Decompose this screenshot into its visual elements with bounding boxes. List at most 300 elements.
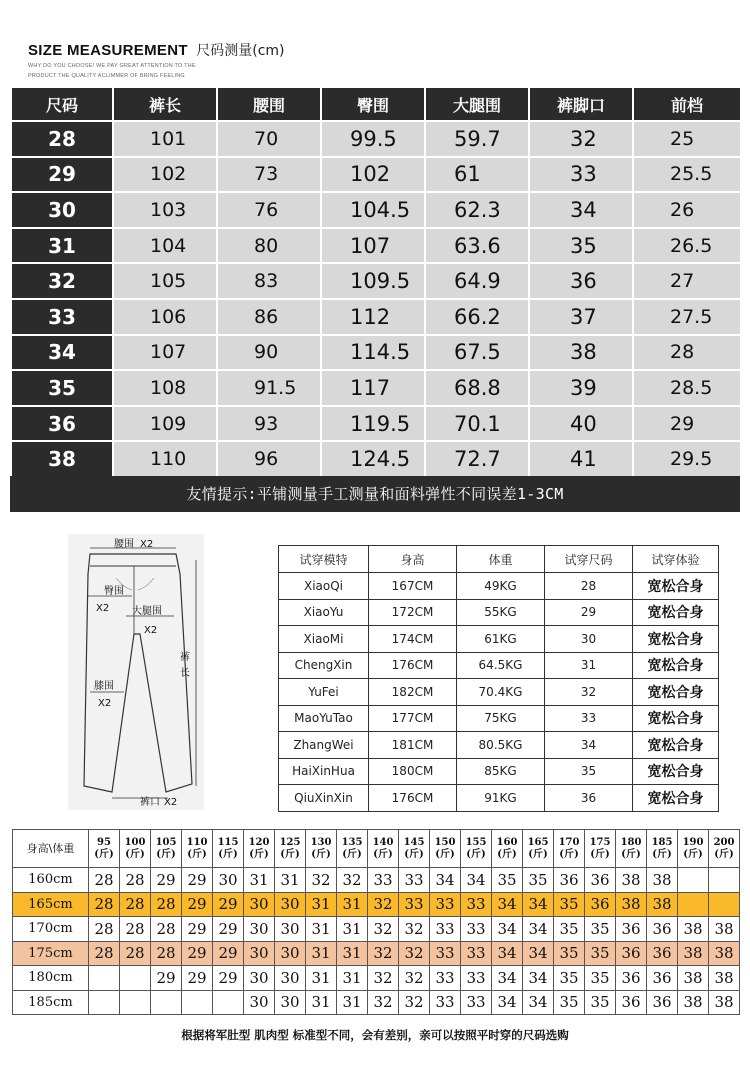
recommended-size: 30 (244, 941, 275, 966)
size-value: 108 (113, 370, 217, 406)
recommended-size: 35 (523, 868, 554, 893)
size-col-header: 前档 (633, 87, 741, 121)
size-value: 28.5 (633, 370, 741, 406)
size-value: 117 (321, 370, 425, 406)
size-value: 40 (529, 406, 633, 442)
model-cell: YuFei (279, 679, 369, 706)
recommended-size: 32 (399, 990, 430, 1015)
recommended-size: 28 (120, 917, 151, 942)
recommended-size: 33 (430, 966, 461, 991)
weight-header (492, 830, 523, 868)
weight-unit: (斤) (342, 848, 362, 860)
weight-value: 145 (403, 836, 425, 848)
weight-value: 130 (310, 836, 332, 848)
height-label: 160cm (13, 868, 89, 893)
recommended-size: 33 (430, 990, 461, 1015)
size-row (11, 406, 741, 442)
recommended-size: 38 (616, 892, 647, 917)
recommended-size: 30 (244, 990, 275, 1015)
recommended-size: 29 (213, 966, 244, 991)
size-value: 109.5 (321, 263, 425, 299)
weight-value: 110 (186, 836, 208, 848)
model-cell: 85KG (457, 758, 545, 785)
recommended-size: 32 (337, 868, 368, 893)
model-cell: 33 (545, 705, 633, 732)
size-value: 99.5 (321, 121, 425, 157)
recommended-size: 29 (182, 917, 213, 942)
size-value: 25 (633, 121, 741, 157)
hw-corner-label: 身高\体重 (13, 830, 89, 868)
size-col-header: 腰围 (217, 87, 321, 121)
model-cell: 176CM (369, 652, 457, 679)
measurement-tip: 友情提示:平铺测量手工测量和面料弹性不同误差1-3CM (10, 476, 740, 512)
model-cell: 172CM (369, 599, 457, 626)
size-row (11, 370, 741, 406)
weight-header (523, 830, 554, 868)
recommended-size: 31 (337, 941, 368, 966)
weight-header (709, 830, 740, 868)
size-value: 104 (113, 228, 217, 264)
model-cell: HaiXinHua (279, 758, 369, 785)
weight-header (244, 830, 275, 868)
size-value: 83 (217, 263, 321, 299)
weight-value: 120 (248, 836, 270, 848)
size-row (11, 299, 741, 335)
model-cell: MaoYuTao (279, 705, 369, 732)
model-cell: 177CM (369, 705, 457, 732)
recommended-size: 32 (368, 990, 399, 1015)
recommended-size: 35 (554, 941, 585, 966)
recommended-size: 28 (120, 868, 151, 893)
recommended-size: 30 (275, 941, 306, 966)
weight-unit: (斤) (652, 848, 672, 860)
recommended-size: 29 (182, 966, 213, 991)
recommended-size: 38 (647, 892, 678, 917)
model-col-header: 试穿尺码 (545, 546, 633, 573)
size-value: 29 (633, 406, 741, 442)
weight-unit: (斤) (590, 848, 610, 860)
recommended-size: 35 (554, 892, 585, 917)
recommended-size (213, 990, 244, 1015)
recommended-size: 36 (554, 868, 585, 893)
size-value: 86 (217, 299, 321, 335)
recommended-size: 38 (678, 990, 709, 1015)
recommended-size: 31 (337, 990, 368, 1015)
model-cell: ChengXin (279, 652, 369, 679)
size-col-header: 臀围 (321, 87, 425, 121)
recommended-size: 30 (275, 990, 306, 1015)
model-cell: 宽松合身 (633, 652, 719, 679)
height-label: 185cm (13, 990, 89, 1015)
size-value: 67.5 (425, 335, 529, 371)
model-cell: 宽松合身 (633, 599, 719, 626)
size-value: 27 (633, 263, 741, 299)
weight-value: 200 (713, 836, 735, 848)
size-value: 63.6 (425, 228, 529, 264)
label-length-1: 裤 (180, 652, 190, 663)
recommended-size: 36 (616, 941, 647, 966)
size-value: 29.5 (633, 441, 741, 477)
size-row (11, 441, 741, 477)
size-value: 76 (217, 192, 321, 228)
model-col-header: 体重 (457, 546, 545, 573)
recommended-size: 33 (368, 868, 399, 893)
weight-header (554, 830, 585, 868)
model-cell: 宽松合身 (633, 573, 719, 600)
weight-value: 185 (651, 836, 673, 848)
size-row (11, 157, 741, 193)
size-col-header: 尺码 (11, 87, 113, 121)
size-value: 61 (425, 157, 529, 193)
recommended-size (89, 990, 120, 1015)
model-row (279, 732, 719, 759)
weight-value: 190 (682, 836, 704, 848)
recommended-size (120, 966, 151, 991)
model-cell: 55KG (457, 599, 545, 626)
size-value: 102 (321, 157, 425, 193)
recommended-size: 32 (368, 917, 399, 942)
recommended-size: 38 (647, 868, 678, 893)
recommended-size: 35 (585, 966, 616, 991)
size-label: 36 (11, 406, 113, 442)
size-value: 35 (529, 228, 633, 264)
recommended-size: 36 (647, 917, 678, 942)
recommended-size (678, 868, 709, 893)
recommended-size (678, 892, 709, 917)
model-cell: 宽松合身 (633, 732, 719, 759)
label-hem: 裤口 (140, 797, 160, 808)
model-cell: 182CM (369, 679, 457, 706)
recommended-size: 29 (151, 966, 182, 991)
recommended-size: 31 (337, 917, 368, 942)
size-value: 105 (113, 263, 217, 299)
size-label: 31 (11, 228, 113, 264)
weight-header (89, 830, 120, 868)
model-cell: 61KG (457, 626, 545, 653)
recommended-size: 29 (151, 868, 182, 893)
model-cell: 30 (545, 626, 633, 653)
model-cell: 28 (545, 573, 633, 600)
recommended-size: 34 (523, 892, 554, 917)
recommended-size: 28 (89, 892, 120, 917)
subtitle-line-2: PRODUCT THE QUALITY ACLIMMER OF BRING FEELING (28, 73, 185, 79)
recommended-size: 30 (213, 868, 244, 893)
model-col-header: 试穿体验 (633, 546, 719, 573)
recommended-size: 30 (244, 966, 275, 991)
hw-row (13, 990, 740, 1015)
height-label: 175cm (13, 941, 89, 966)
weight-header (461, 830, 492, 868)
label-waist-x2: X2 (140, 539, 154, 550)
footer-note: 根据将军肚型 肌肉型 标准型不同，会有差别，亲可以按照平时穿的尺码选购 (181, 1028, 569, 1042)
recommended-size: 33 (430, 941, 461, 966)
weight-header (182, 830, 213, 868)
recommended-size: 38 (678, 941, 709, 966)
model-cell: 180CM (369, 758, 457, 785)
model-row (279, 599, 719, 626)
weight-unit: (斤) (94, 848, 114, 860)
size-value: 80 (217, 228, 321, 264)
size-value: 119.5 (321, 406, 425, 442)
weight-unit: (斤) (714, 848, 734, 860)
recommended-size: 31 (275, 868, 306, 893)
recommended-size: 34 (430, 868, 461, 893)
recommended-size: 32 (368, 892, 399, 917)
recommended-size: 34 (461, 868, 492, 893)
size-value: 73 (217, 157, 321, 193)
weight-value: 105 (155, 836, 177, 848)
subtitle-line-1: WHY DO YOU CHOOSE! WE PAY GREAT ATTENTION TO THE (28, 63, 196, 69)
size-value: 66.2 (425, 299, 529, 335)
height-label: 165cm (13, 892, 89, 917)
weight-header (368, 830, 399, 868)
size-label: 29 (11, 157, 113, 193)
size-label: 38 (11, 441, 113, 477)
size-measurement-table (10, 86, 742, 478)
recommended-size: 32 (368, 941, 399, 966)
recommended-size: 29 (213, 892, 244, 917)
recommended-size: 28 (151, 941, 182, 966)
recommended-size (89, 966, 120, 991)
recommended-size: 30 (244, 917, 275, 942)
height-label: 170cm (13, 917, 89, 942)
size-value: 70.1 (425, 406, 529, 442)
weight-unit: (斤) (156, 848, 176, 860)
model-cell: 181CM (369, 732, 457, 759)
weight-value: 155 (465, 836, 487, 848)
size-value: 72.7 (425, 441, 529, 477)
recommended-size: 38 (616, 868, 647, 893)
header (28, 40, 728, 79)
size-row (11, 121, 741, 157)
size-col-header: 大腿围 (425, 87, 529, 121)
recommended-size: 29 (182, 941, 213, 966)
size-row (11, 335, 741, 371)
recommended-size: 33 (461, 941, 492, 966)
model-cell: 宽松合身 (633, 785, 719, 812)
size-value: 91.5 (217, 370, 321, 406)
recommended-size (151, 990, 182, 1015)
size-value: 124.5 (321, 441, 425, 477)
weight-unit: (斤) (559, 848, 579, 860)
recommended-size: 36 (616, 917, 647, 942)
recommended-size: 34 (492, 917, 523, 942)
model-cell: 宽松合身 (633, 679, 719, 706)
model-cell: 176CM (369, 785, 457, 812)
recommended-size: 33 (461, 966, 492, 991)
recommended-size: 30 (244, 892, 275, 917)
model-cell: 34 (545, 732, 633, 759)
size-value: 39 (529, 370, 633, 406)
model-row (279, 573, 719, 600)
size-value: 41 (529, 441, 633, 477)
size-value: 93 (217, 406, 321, 442)
model-cell: 75KG (457, 705, 545, 732)
weight-unit: (斤) (683, 848, 703, 860)
model-table-header (279, 546, 719, 573)
size-value: 27.5 (633, 299, 741, 335)
weight-unit: (斤) (435, 848, 455, 860)
recommended-size: 38 (678, 966, 709, 991)
hw-table-header (13, 830, 740, 868)
recommended-size: 29 (213, 917, 244, 942)
title-cn: 尺码测量(cm) (196, 43, 285, 59)
model-cell: 36 (545, 785, 633, 812)
recommended-size: 36 (647, 941, 678, 966)
page-title (28, 40, 728, 60)
recommended-size: 38 (678, 917, 709, 942)
size-row (11, 263, 741, 299)
recommended-size: 32 (399, 917, 430, 942)
label-hip-x2: X2 (96, 603, 110, 614)
recommended-size: 34 (523, 990, 554, 1015)
size-row (11, 192, 741, 228)
weight-unit: (斤) (280, 848, 300, 860)
model-cell: 70.4KG (457, 679, 545, 706)
size-value: 107 (321, 228, 425, 264)
weight-unit: (斤) (187, 848, 207, 860)
model-row (279, 758, 719, 785)
model-cell: XiaoMi (279, 626, 369, 653)
recommended-size: 31 (337, 966, 368, 991)
recommended-size: 38 (709, 941, 740, 966)
recommended-size: 33 (461, 990, 492, 1015)
model-cell: 174CM (369, 626, 457, 653)
recommended-size: 35 (554, 966, 585, 991)
model-cell: 31 (545, 652, 633, 679)
recommended-size: 35 (585, 990, 616, 1015)
model-cell: XiaoYu (279, 599, 369, 626)
label-hem-x2: X2 (164, 797, 178, 808)
weight-unit: (斤) (404, 848, 424, 860)
weight-header (213, 830, 244, 868)
weight-unit: (斤) (125, 848, 145, 860)
recommended-size: 36 (647, 990, 678, 1015)
recommended-size: 28 (89, 941, 120, 966)
size-value: 114.5 (321, 335, 425, 371)
size-value: 32 (529, 121, 633, 157)
recommended-size: 28 (151, 892, 182, 917)
recommended-size: 34 (523, 966, 554, 991)
weight-value: 135 (341, 836, 363, 848)
title-en: SIZE MEASUREMENT (28, 42, 188, 59)
model-cell: 49KG (457, 573, 545, 600)
model-row (279, 626, 719, 653)
weight-header (120, 830, 151, 868)
size-value: 96 (217, 441, 321, 477)
size-value: 110 (113, 441, 217, 477)
weight-unit: (斤) (311, 848, 331, 860)
recommended-size: 30 (275, 966, 306, 991)
recommended-size: 35 (585, 917, 616, 942)
weight-value: 180 (620, 836, 642, 848)
hw-row (13, 892, 740, 917)
recommended-size: 28 (89, 868, 120, 893)
weight-unit: (斤) (497, 848, 517, 860)
recommended-size: 38 (709, 990, 740, 1015)
model-cell: 35 (545, 758, 633, 785)
size-label: 32 (11, 263, 113, 299)
recommended-size: 34 (492, 990, 523, 1015)
recommended-size (709, 892, 740, 917)
model-cell: 64.5KG (457, 652, 545, 679)
recommended-size: 36 (647, 966, 678, 991)
label-knee-x2: X2 (98, 698, 112, 709)
recommended-size: 29 (182, 868, 213, 893)
recommended-size: 38 (709, 966, 740, 991)
size-col-header: 裤脚口 (529, 87, 633, 121)
recommended-size: 30 (275, 917, 306, 942)
recommended-size: 36 (616, 990, 647, 1015)
size-table-header (11, 87, 741, 121)
label-knee: 膝围 (94, 681, 114, 692)
recommended-size: 31 (306, 966, 337, 991)
weight-value: 100 (124, 836, 146, 848)
recommended-size: 31 (244, 868, 275, 893)
model-row (279, 705, 719, 732)
weight-value: 95 (97, 836, 111, 848)
recommended-size: 31 (306, 892, 337, 917)
pants-illustration (68, 534, 204, 810)
size-value: 26.5 (633, 228, 741, 264)
size-value: 62.3 (425, 192, 529, 228)
weight-value: 175 (589, 836, 611, 848)
recommended-size: 28 (120, 941, 151, 966)
weight-value: 125 (279, 836, 301, 848)
recommended-size: 35 (554, 990, 585, 1015)
recommended-size: 31 (306, 917, 337, 942)
model-cell: 91KG (457, 785, 545, 812)
weight-unit: (斤) (373, 848, 393, 860)
recommended-size: 29 (182, 892, 213, 917)
label-thigh-x2: X2 (144, 625, 158, 636)
model-row (279, 679, 719, 706)
recommended-size: 33 (430, 892, 461, 917)
label-waist: 腰围 (114, 539, 134, 550)
recommended-size (120, 990, 151, 1015)
size-value: 101 (113, 121, 217, 157)
model-cell: XiaoQi (279, 573, 369, 600)
model-row (279, 652, 719, 679)
recommended-size: 33 (461, 892, 492, 917)
recommended-size: 34 (492, 892, 523, 917)
recommended-size: 32 (368, 966, 399, 991)
recommended-size: 36 (585, 892, 616, 917)
size-value: 102 (113, 157, 217, 193)
weight-header (585, 830, 616, 868)
model-cell: 29 (545, 599, 633, 626)
size-value: 26 (633, 192, 741, 228)
label-hip: 臀围 (104, 586, 124, 597)
model-cell: 167CM (369, 573, 457, 600)
recommended-size: 28 (151, 917, 182, 942)
size-label: 35 (11, 370, 113, 406)
size-label: 30 (11, 192, 113, 228)
weight-header (151, 830, 182, 868)
size-value: 36 (529, 263, 633, 299)
model-cell: QiuXinXin (279, 785, 369, 812)
size-value: 103 (113, 192, 217, 228)
size-label: 34 (11, 335, 113, 371)
recommended-size: 33 (430, 917, 461, 942)
size-value: 28 (633, 335, 741, 371)
weight-header (430, 830, 461, 868)
size-value: 64.9 (425, 263, 529, 299)
recommended-size: 33 (399, 892, 430, 917)
weight-header (306, 830, 337, 868)
size-value: 109 (113, 406, 217, 442)
weight-header (275, 830, 306, 868)
